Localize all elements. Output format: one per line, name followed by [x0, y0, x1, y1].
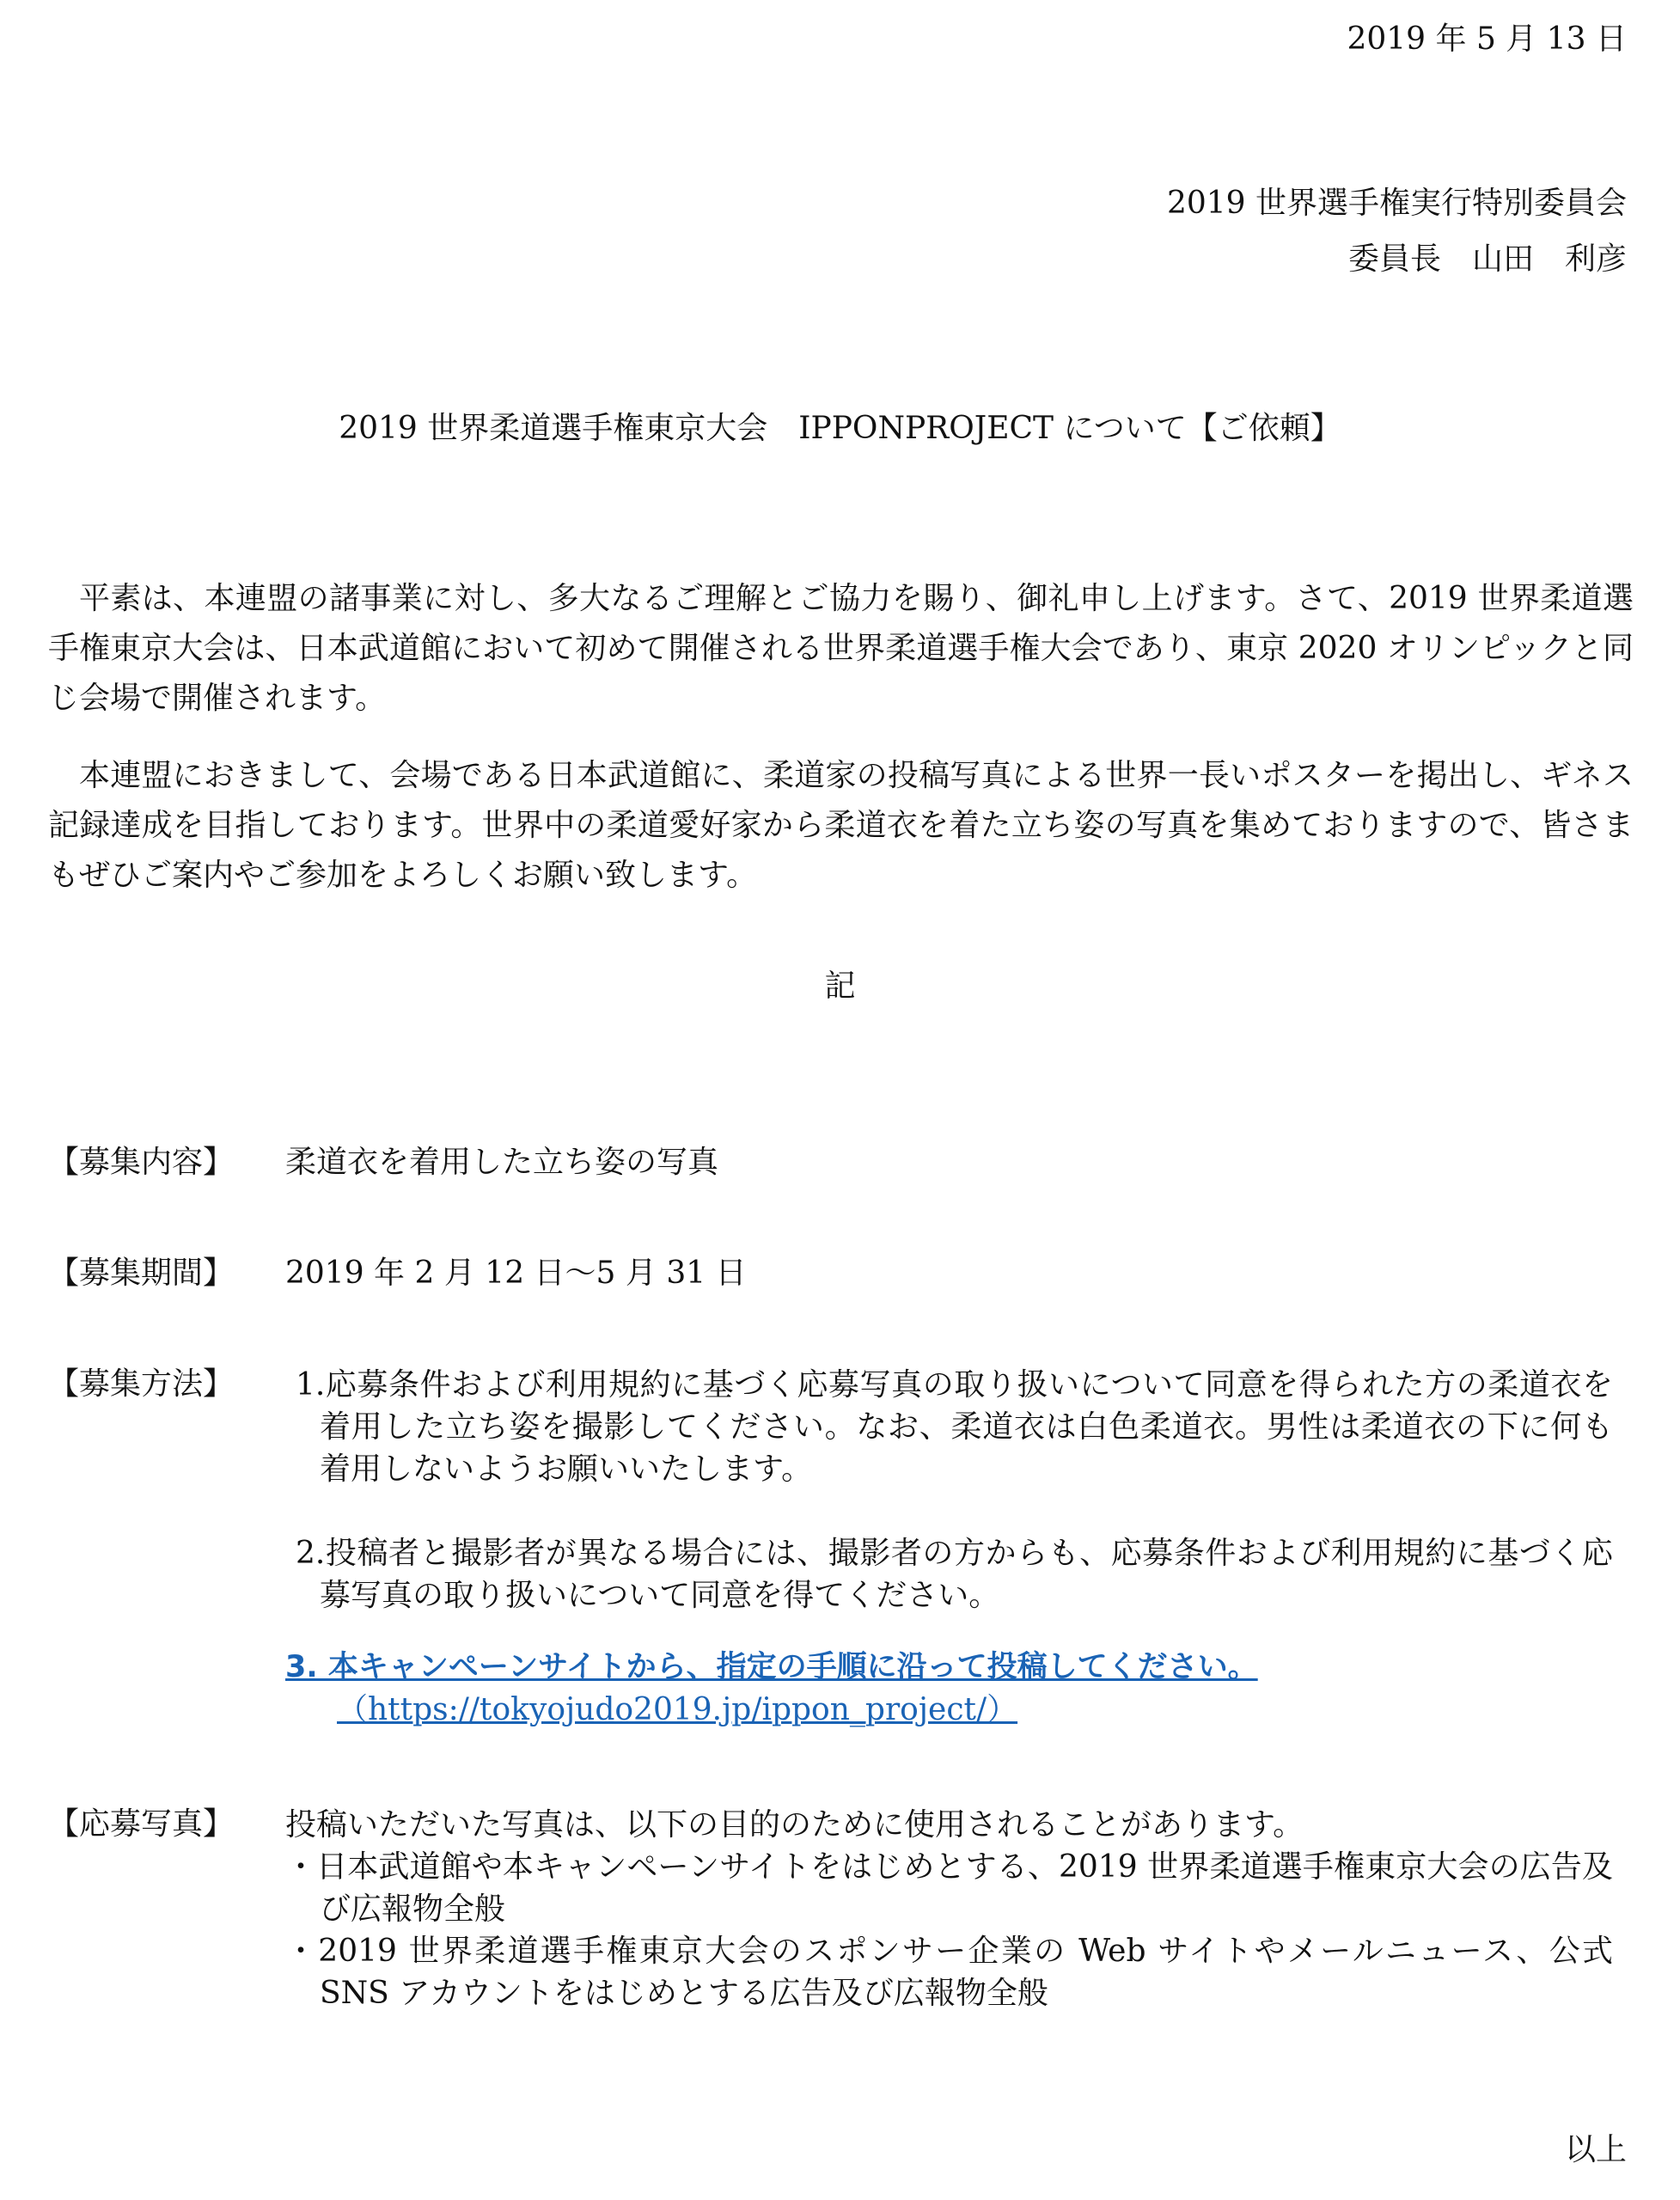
section-label-period: 【募集期間】 — [48, 1256, 235, 1291]
photos-intro: 投稿いただいた写真は、以下の目的のために使用されることがあります。 — [285, 1807, 1304, 1842]
photos-bullet-2: ・2019 世界柔道選手権東京大会のスポンサー企業の Web サイトやメールニュース、公式 SNS アカウントをはじめとする広告及び広報物全般 — [285, 1934, 1613, 2011]
campaign-url-link[interactable]: （https://tokyojudo2019.jp/ippon_project/） — [337, 1692, 1018, 1727]
method-item-2-text: 2.投稿者と撮影者が異なる場合には、撮影者の方からも、応募条件および利用規約に基づく応募写真の取り扱いについて同意を得てください。 — [296, 1536, 1613, 1613]
method-item-3 — [285, 1646, 1613, 1731]
campaign-site-link[interactable]: 3. 本キャンペーンサイトから、指定の手順に沿って投稿してください。 — [285, 1650, 1258, 1684]
photos-bullet-1: ・日本武道館や本キャンペーンサイトをはじめとする、2019 世界柔道選手権東京大会の広告及び広報物全般 — [285, 1849, 1613, 1927]
section-value-period: 2019 年 2 月 12 日～5 月 31 日 — [285, 1256, 747, 1291]
section-value-content: 柔道衣を着用した立ち姿の写真 — [285, 1145, 719, 1180]
method-item-1-text: 1.応募条件および利用規約に基づく応募写真の取り扱いについて同意を得られた方の柔道衣を着用した立ち姿を撮影してください。なお、柔道衣は白色柔道衣。男性は柔道衣の下に何も着用しないようお願いいたします。 — [296, 1367, 1613, 1487]
sender-chairman: 委員長 山田 利彦 — [1347, 241, 1627, 277]
method-item-2 — [285, 1532, 1613, 1616]
sender-organization: 2019 世界選手権実行特別委員会 — [1166, 186, 1627, 221]
method-item-1 — [285, 1364, 1613, 1490]
closing-mark: 以上 — [1564, 2132, 1627, 2167]
document-title: 2019 世界柔道選手権東京大会 IPPONPROJECT について【ご依頼】 — [339, 411, 1341, 446]
body-paragraph-1: 平素は、本連盟の諸事業に対し、多大なるご理解とご協力を賜り、御礼申し上げます。さて、2019 世界柔道選手権東京大会は、日本武道館において初めて開催される世界柔道選手権大会であり、東京 2020 オリンピックと同じ会場で開催されます。 — [48, 581, 1634, 716]
section-label-photos: 【応募写真】 — [48, 1806, 235, 1842]
ki-heading: 記 — [824, 969, 856, 1004]
document-date: 2019 年 5 月 13 日 — [1347, 21, 1627, 57]
section-label-content: 【募集内容】 — [48, 1145, 235, 1180]
body-paragraph-2: 本連盟におきまして、会場である日本武道館に、柔道家の投稿写真による世界一長いポスターを掲出し、ギネス記録達成を目指しております。世界中の柔道愛好家から柔道衣を着た立ち姿の写真を集めておりますので、皆さまもぜひご案内やご参加をよろしくお願い致します。 — [48, 758, 1634, 893]
section-label-method: 【募集方法】 — [48, 1366, 235, 1402]
photos-section — [285, 1804, 1613, 2014]
